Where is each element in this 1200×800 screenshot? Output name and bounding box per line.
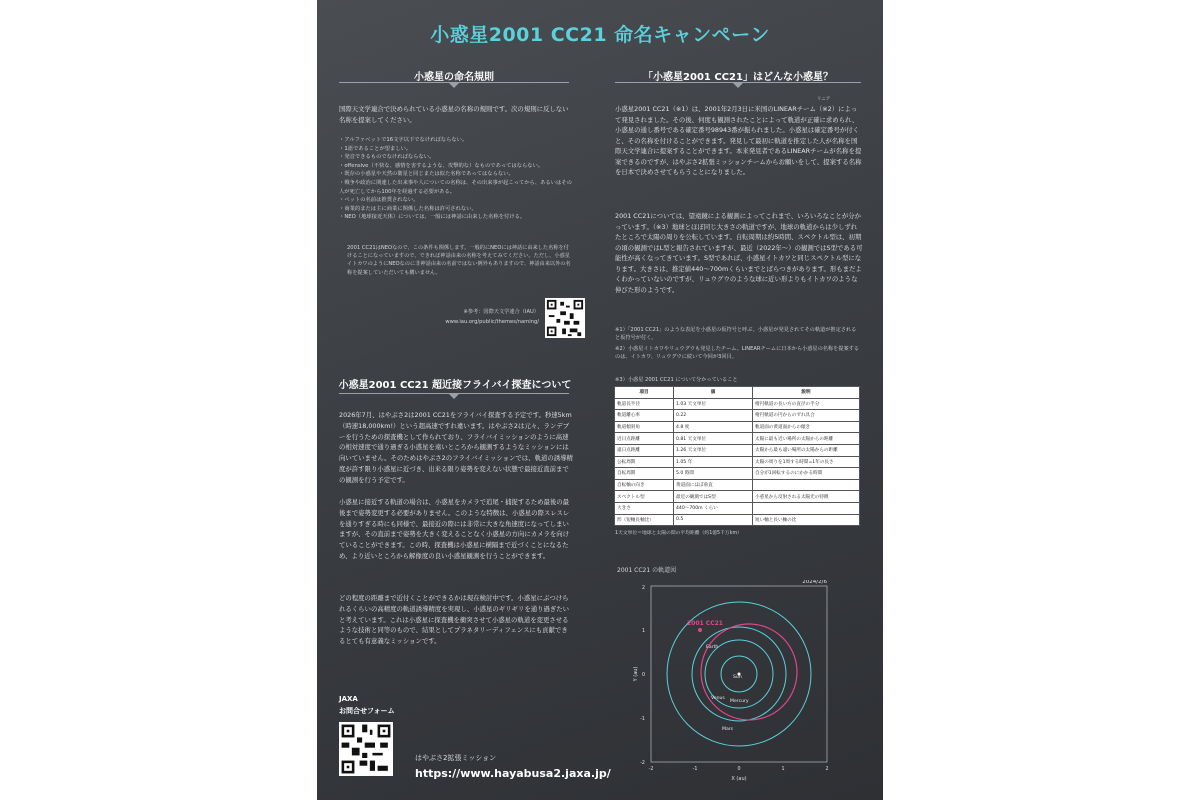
table-row	[615, 433, 860, 445]
flyby-paragraph-2: 小惑星に接近する軌道の場合は、小惑星をカメラで追尾・捕捉するため最後の最後まで姿勢変更する必要がありません。このような特徴は、小惑星の際スレスレを通りすぎる時にも同様で、最接近の際には非常に大きな角速度になってしまいますが、その直前まで姿勢を大きく変えることなく小惑星の方向にカメラを向けていることができます。この時、探査機は小惑星に横隔まで近づくことになるため、より近いところから解像度の良い小惑星観測を行うことができます。	[339, 498, 570, 560]
column-header: 値	[674, 387, 753, 399]
orbit-diagram	[617, 580, 867, 790]
y-tick-label: -2	[640, 761, 645, 766]
list-item: ・ ペットの名前は推奨されない。	[339, 196, 573, 205]
flyby-paragraph-1: 2026年7月、はやぶさ2は2001 CC21をフライバイ探査する予定です。秒速5km（時速18,000km!）という超高速ですれ違います。はやぶさ2は元々、ランデブーを行うための探査機として作られており、フライバイミッションのように高速の相対速度で通り過ぎる小惑星を遠いところから観測するようなミッションには向いていません。そのためはやぶさ2のフライバイミッションでは、軌道の誘導精度が許す限り小惑星に近づき、出来る限り姿勢を変えない状態で最接近直前までの観測を行う予定です。	[339, 411, 573, 484]
table-cell: 1.03 天文単位	[674, 398, 753, 410]
jaxa-label: JAXA	[339, 695, 358, 703]
reference-url[interactable]: www.iau.org/public/themes/naming/	[445, 319, 539, 325]
table-cell: 自転軸の向き	[615, 479, 674, 491]
about-paragraph-1: 小惑星2001 CC21（※1）は、2001年2月3日に米国のLINEARチーム（※2）によって発見されました。その後、何度も観測されたことによって軌道が正確に求められ、小惑星の通し番号である確定番号98943番が振られました。小惑星は確定番号が付くと、その名称を付けることができます。発見して最初に軌道を推定した人が名称を国際天文学連合に提案することができます。本来発見者であるLINEARチームが名称を提案できるのですが、はやぶさ2拡張ミッションチームからお願いをして、提案する名称を日本で決めさせてもらうことになりました。	[615, 105, 862, 176]
x-tick-label: -2	[648, 767, 654, 772]
table-cell: 4.8 度	[674, 421, 753, 433]
asteroid-label: 2001 CC21	[687, 620, 723, 627]
neo-note: 2001 CC21はNEOなので、この条件も関係します。一般的にNEOには神話に由来した名称を付けることになっていますので、できれば神話由来の名称を考えてみてください。ただし、小惑星イトカワのようにNEOなのに非神話由来の名前ではない例外もありますので、神話由来以外の名称を提案していただいても構いません。	[347, 245, 571, 276]
flyby-heading: 小惑星2001 CC21 超近接フライバイ探査について	[338, 380, 572, 391]
list-item: ・ 戦争や政治に関連した出来事や人についての名称は、その出来事が起こってから、あるいはその人が死亡してから100年を経過する必要がある。	[339, 179, 573, 196]
divider-arrow	[449, 394, 459, 399]
table-row	[615, 514, 860, 526]
x-tick-label: 1	[781, 767, 785, 772]
table-cell: 黄道面にほぼ垂直	[674, 479, 753, 491]
reference-label: ※参考：国際天文学連合（IAU）	[463, 309, 539, 315]
footnote-2: ※2）小惑星イトカワやリュウグウも発見したチーム。LINEARチームに日本から小惑星の名称を提案するのは、イトカワ、リュウグウに続いて今回が3回目。	[615, 346, 860, 361]
table-cell: 軌道離心率	[615, 410, 674, 422]
y-tick-label: -1	[640, 717, 645, 722]
earth-label: Earth	[706, 645, 719, 650]
table-cell: スペクトル型	[615, 491, 674, 503]
footnote-1: ※1）「2001 CC21」のような表記を小惑星の仮符号と呼ぶ。小惑星が発見されてその軌道が推定されると仮符号が付く。	[615, 327, 857, 342]
list-item: ・ 1語であることが望ましい。	[339, 145, 573, 154]
poster	[317, 0, 883, 800]
list-item: ・ offensive（不快な、感情を害するような、攻撃的な）なものであってはならない。	[339, 162, 573, 171]
qr-icon	[545, 298, 585, 338]
x-tick-label: 2	[825, 767, 829, 772]
list-item: ・ 商業的または主に商業に関係した名称は許可されない。	[339, 205, 573, 214]
y-axis-label: Y (au)	[633, 666, 639, 682]
table-row	[615, 456, 860, 468]
flyby-paragraph-3: どの程度の距離まで近付くことができるかは現在検討中です。小惑星にぶつけられるくらいの高精度の軌道誘導精度を実現し、小惑星のギリギリを通り過ぎたいと考えています。これは小惑星に探査機を衝突させて小惑星の軌道を変更させるような技術と同等のもので、結果としてプラネタリーディフェンスにも貢献できるとても有意義なミッションです。	[339, 594, 570, 646]
page-title: 小惑星2001 CC21 命名キャンペーン	[430, 24, 770, 46]
orbit-title: 2001 CC21 の軌道図	[617, 567, 677, 574]
naming-intro: 国際天文学連合で決められている小惑星の名称の規則です。次の規則に反しない名称を提案してください。	[339, 105, 569, 124]
table-header-row	[615, 387, 860, 399]
table-cell: 太陽に最も近い場所の太陽からの距離	[753, 433, 860, 445]
asteroid-orbit	[687, 610, 810, 733]
table-cell: 5.0 時間	[674, 468, 753, 480]
mercury-label: Mercury	[730, 699, 749, 704]
table-cell: 0.5	[674, 514, 753, 526]
table-cell: 自分が1回転するのにかかる時間	[753, 468, 860, 480]
list-item: ・ 発音できるものでなければならない。	[339, 153, 573, 162]
table-row	[615, 410, 860, 422]
divider-arrow	[449, 83, 459, 88]
qr-code-iau[interactable]	[545, 298, 585, 338]
table-cell: 0.81 天文単位	[674, 433, 753, 445]
x-axis-label: X (au)	[731, 776, 747, 782]
mission-label: はやぶさ2拡張ミッション	[415, 754, 497, 762]
y-tick-label: 0	[641, 673, 645, 678]
table-caption: ※3）小惑星 2001 CC21 について分かっていること	[615, 377, 738, 383]
orbit-date: 2024/2/6	[802, 580, 827, 585]
table-row	[615, 468, 860, 480]
table-cell: 近日点距離	[615, 433, 674, 445]
qr-icon	[339, 722, 393, 776]
sun-label: Sun	[733, 675, 742, 680]
asteroid-marker	[698, 628, 702, 632]
column-header: 項目	[615, 387, 674, 399]
table-footnote: 1天文単位＝地球と太陽の間の平均距離（約1億5千万km）	[615, 531, 742, 536]
y-tick-label: 1	[641, 629, 645, 634]
mission-url-link[interactable]: https://www.hayabusa2.jaxa.jp/	[415, 767, 611, 780]
contact-form-label: お問合せフォーム	[339, 707, 395, 715]
table-cell: 軌道面の黄道面からの傾き	[753, 421, 860, 433]
table-cell: 太陽の周りを1周する時間=1年の長さ	[753, 456, 860, 468]
table-cell: 440～700m くらい	[674, 502, 753, 514]
ruby-text: リニア	[817, 97, 831, 102]
table-row	[615, 491, 860, 503]
about-paragraph-2: 2001 CC21については、望遠鏡による観測によってこれまで、いろいろなことが分かっています。（※3）地球とほぼ同じ大きさの軌道ですが、地球の軌道からは少しずれたところで太陽の周りを公転しています。自転周期は約5時間、スペクトル型は、初期の頃の観測ではL型と報告されていますが、最近（2022年～）の観測ではS型である可能性が高くなってきています。S型であれば、小惑星イトカワと同じスペクトル型になります。大きさは、推定値440～700mくらいまでとばらつきがあります。形もまだよくわかっていないのですが、リュウグウのような球に近い形よりもイトカワのような伸びた形のようです。	[615, 212, 863, 294]
mars-label: Mars	[722, 727, 734, 732]
x-tick-label: 0	[737, 767, 741, 772]
table-cell: 公転周期	[615, 456, 674, 468]
table-row	[615, 502, 860, 514]
list-item: ・ 既存の小惑星や天然の衛星と同じまたは似た名称であってはならない。	[339, 170, 573, 179]
table-cell: 自転周期	[615, 468, 674, 480]
table-cell: 太陽から最も遠い場所の太陽からの距離	[753, 444, 860, 456]
asteroid-properties-table	[614, 386, 860, 526]
table-cell: 最近の観測ではS型	[674, 491, 753, 503]
table-cell: 1.26 天文単位	[674, 444, 753, 456]
naming-rules-list	[339, 136, 573, 222]
table-cell: 短い軸と長い軸の比	[753, 514, 860, 526]
table-cell: 楕円軌道の長い方の直径の半分	[753, 398, 860, 410]
table-cell: 軌道傾斜角	[615, 421, 674, 433]
table-cell: 軌道長半径	[615, 398, 674, 410]
table-cell: 形（短軸長軸比）	[615, 514, 674, 526]
table-row	[615, 398, 860, 410]
list-item: ・ NEO（地球接近天体）については、一般には神話に由来した名称を付ける。	[339, 213, 573, 222]
column-header: 説明	[753, 387, 860, 399]
table-row	[615, 479, 860, 491]
qr-code-contact[interactable]	[339, 722, 393, 776]
x-tick-label: -1	[692, 767, 698, 772]
venus-label: Venus	[711, 696, 725, 701]
naming-heading: 小惑星の命名規則	[414, 72, 494, 83]
table-cell: 小惑星から反射される太陽光の特徴	[753, 491, 860, 503]
table-cell: 0.22	[674, 410, 753, 422]
table-cell: 楕円軌道の円からのずれ具合	[753, 410, 860, 422]
about-heading: 「小惑星2001 CC21」はどんな小惑星？	[643, 72, 833, 83]
list-item: ・ アルファベットで16文字以下でなければならない。	[339, 136, 573, 145]
table-row	[615, 444, 860, 456]
y-tick-label: 2	[641, 586, 645, 591]
table-cell: 遠日点距離	[615, 444, 674, 456]
divider-arrow	[733, 83, 743, 88]
table-cell: 大きさ	[615, 502, 674, 514]
table-row	[615, 421, 860, 433]
table-cell	[753, 502, 860, 514]
table-cell	[753, 479, 860, 491]
table-cell: 1.05 年	[674, 456, 753, 468]
